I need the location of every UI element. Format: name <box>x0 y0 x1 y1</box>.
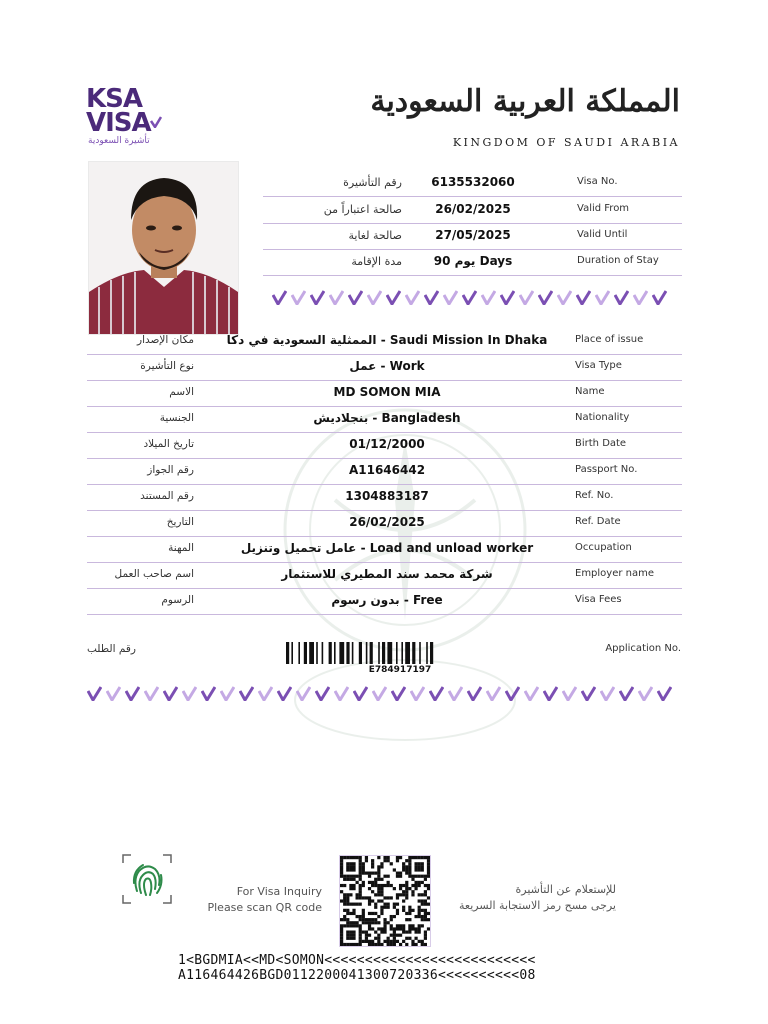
check-icon <box>391 686 406 701</box>
check-icon <box>334 686 349 701</box>
check-icon <box>106 686 121 701</box>
ref-date-value: 26/02/2025 <box>349 515 425 529</box>
check-icon <box>619 686 634 701</box>
inquiry-text <box>196 884 322 916</box>
place-of-issue-value: الممثلية السعودية في دكا - Saudi Mission In Dhaka <box>226 333 548 347</box>
visa-fees-label: Visa Fees <box>575 594 622 605</box>
check-icon <box>239 686 254 701</box>
check-strip-bottom <box>87 686 672 704</box>
check-icon <box>557 290 572 305</box>
visa-type-label-ar: نوع التأشيرة <box>140 360 194 372</box>
place-of-issue-label: Place of issue <box>575 334 644 345</box>
name-value: MD SOMON MIA <box>333 385 441 399</box>
check-icon <box>87 686 102 701</box>
visa-type-row <box>87 354 682 381</box>
name-label: Name <box>575 386 605 397</box>
check-icon <box>372 686 387 701</box>
visa-type-label: Visa Type <box>575 360 622 371</box>
check-icon <box>633 290 648 305</box>
valid-from-value: 26/02/2025 <box>435 202 511 216</box>
check-icon <box>467 686 482 701</box>
check-icon <box>600 686 615 701</box>
visa-fees-value: بدون رسوم - Free <box>331 593 443 607</box>
check-strip-top <box>272 290 667 308</box>
check-icon <box>505 686 520 701</box>
holder-photo <box>88 161 239 335</box>
valid-until-label: Valid Until <box>577 229 628 240</box>
nationality-row <box>87 406 682 433</box>
inquiry-text-ar <box>446 882 616 914</box>
birth-date-label: Birth Date <box>575 438 627 449</box>
visa-number-row <box>263 170 682 197</box>
check-icon <box>348 290 363 305</box>
employer-value: شركة محمد سند المطيري للاستثمار <box>281 567 493 581</box>
check-icon <box>576 290 591 305</box>
occupation-value: عامل تحميل وتنزيل - Load and unload worker <box>240 541 534 555</box>
valid-from-label: Valid From <box>577 203 630 214</box>
duration-value: 90 يوم Days <box>433 254 513 268</box>
check-icon <box>353 686 368 701</box>
check-icon <box>182 686 197 701</box>
kingdom-title-english: KINGDOM OF SAUDI ARABIA <box>452 136 680 149</box>
check-icon <box>595 290 610 305</box>
nationality-value: بنجلاديش - Bangladesh <box>313 411 461 425</box>
valid-until-row <box>263 223 682 250</box>
check-icon <box>614 290 629 305</box>
visa-number-label: Visa No. <box>577 176 618 187</box>
occupation-label-ar: المهنة <box>168 542 194 554</box>
check-icon <box>462 290 477 305</box>
logo-line2: VISA <box>86 108 151 138</box>
check-icon <box>125 686 140 701</box>
valid-from-row <box>263 197 682 224</box>
check-icon <box>272 290 287 305</box>
duration-row <box>263 249 682 276</box>
check-icon <box>291 290 306 305</box>
mrz-line-2: A116464426BGD0112200041300720336<<<<<<<<<<08 <box>178 968 536 983</box>
nationality-label-ar: الجنسية <box>159 412 194 424</box>
check-icon <box>429 686 444 701</box>
birth-date-label-ar: تاريخ الميلاد <box>143 438 194 450</box>
kingdom-title-arabic: المملكة العربية السعودية <box>370 84 680 119</box>
check-icon <box>638 686 653 701</box>
check-icon <box>486 686 501 701</box>
name-label-ar: الاسم <box>169 386 194 398</box>
check-icon <box>519 290 534 305</box>
ref-number-row <box>87 484 682 511</box>
occupation-row <box>87 536 682 563</box>
visa-number-label-ar: رقم التأشيرة <box>343 176 402 189</box>
visa-fees-row <box>87 588 682 615</box>
check-icon <box>424 290 439 305</box>
logo-check-icon <box>150 116 162 128</box>
inquiry-ar-line2: يرجى مسح رمز الاستجابة السريعة <box>459 899 616 912</box>
check-icon <box>657 686 672 701</box>
check-icon <box>163 686 178 701</box>
passport-number-row <box>87 458 682 485</box>
employer-label-ar: اسم صاحب العمل <box>114 568 194 580</box>
passport-number-label: Passport No. <box>575 464 638 475</box>
ref-number-value: 1304883187 <box>345 489 429 503</box>
check-icon <box>220 686 235 701</box>
check-icon <box>144 686 159 701</box>
fingerprint-icon <box>121 853 173 905</box>
check-icon <box>543 686 558 701</box>
valid-until-label-ar: صالحة لغاية <box>348 229 402 242</box>
employer-label: Employer name <box>575 568 655 579</box>
visa-fees-label-ar: الرسوم <box>161 594 194 606</box>
ref-number-label: Ref. No. <box>575 490 614 501</box>
birth-date-row <box>87 432 682 459</box>
check-icon <box>315 686 330 701</box>
check-icon <box>277 686 292 701</box>
logo-line1: KSA <box>86 84 142 114</box>
application-label-ar: رقم الطلب <box>87 643 136 655</box>
ref-date-label-ar: التاريخ <box>166 516 194 528</box>
name-row <box>87 380 682 407</box>
check-icon <box>410 686 425 701</box>
check-icon <box>443 290 458 305</box>
check-icon <box>258 686 273 701</box>
duration-label: Duration of Stay <box>577 255 659 266</box>
check-icon <box>329 290 344 305</box>
passport-number-label-ar: رقم الجواز <box>147 464 194 476</box>
check-icon <box>500 290 515 305</box>
check-icon <box>524 686 539 701</box>
inquiry-ar-line1: للإستعلام عن التأشيرة <box>515 883 616 896</box>
inquiry-line2: Please scan QR code <box>207 901 322 914</box>
check-icon <box>562 686 577 701</box>
ref-number-label-ar: رقم المستند <box>140 490 194 502</box>
check-icon <box>310 290 325 305</box>
check-icon <box>581 686 596 701</box>
check-icon <box>296 686 311 701</box>
place-of-issue-row <box>87 328 682 355</box>
application-label: Application No. <box>605 643 681 654</box>
employer-row <box>87 562 682 589</box>
check-icon <box>405 290 420 305</box>
ref-date-row <box>87 510 682 537</box>
check-icon <box>652 290 667 305</box>
logo-arabic: تأشيرة السعودية <box>88 136 150 146</box>
duration-label-ar: مدة الإقامة <box>351 255 402 268</box>
inquiry-line1: For Visa Inquiry <box>236 885 322 898</box>
valid-from-label-ar: صالحة اعتباراً من <box>323 203 402 216</box>
ref-date-label: Ref. Date <box>575 516 621 527</box>
visa-number-value: 6135532060 <box>431 175 515 189</box>
visa-type-value: عمل - Work <box>349 359 425 373</box>
birth-date-value: 01/12/2000 <box>349 437 425 451</box>
ksa-visa-logo <box>86 86 166 146</box>
application-number: E784917197 <box>368 665 432 675</box>
qr-code[interactable] <box>339 855 431 947</box>
mrz-line-1: 1<BGDMIA<<MD<SOMON<<<<<<<<<<<<<<<<<<<<<<<<<< <box>178 953 536 968</box>
check-icon <box>448 686 463 701</box>
check-icon <box>201 686 216 701</box>
check-icon <box>538 290 553 305</box>
passport-number-value: A11646442 <box>348 463 426 477</box>
check-icon <box>386 290 401 305</box>
nationality-label: Nationality <box>575 412 630 423</box>
barcode <box>286 642 514 664</box>
place-of-issue-label-ar: مكان الإصدار <box>137 334 194 346</box>
occupation-label: Occupation <box>575 542 632 553</box>
check-icon <box>367 290 382 305</box>
valid-until-value: 27/05/2025 <box>435 228 511 242</box>
check-icon <box>481 290 496 305</box>
